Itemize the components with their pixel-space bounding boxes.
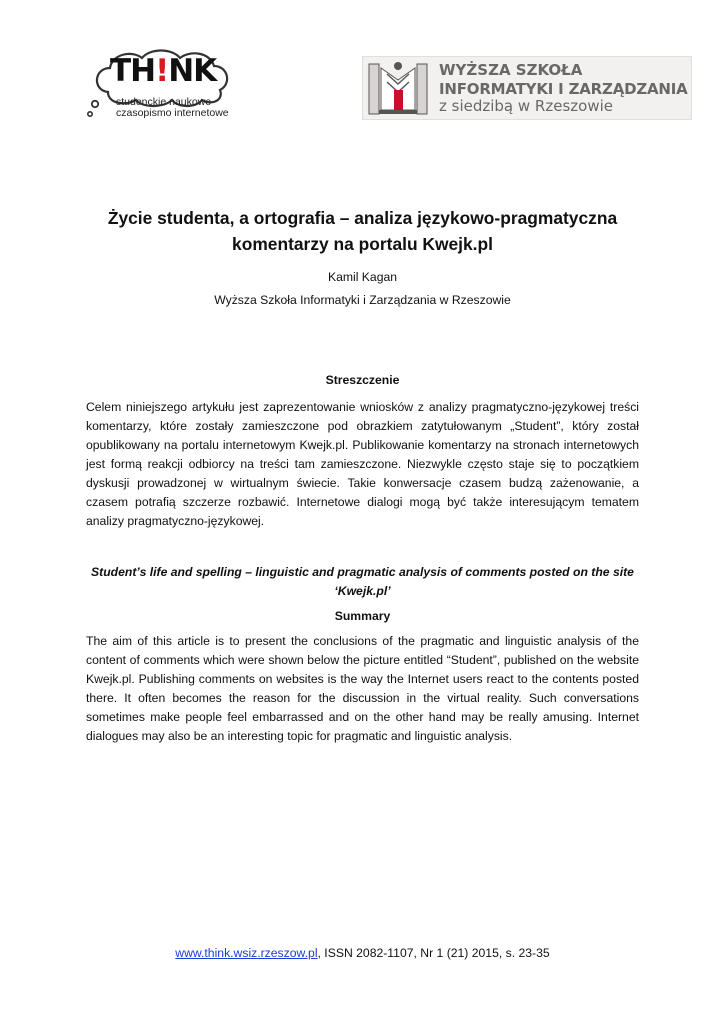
abstract-pl-heading: Streszczenie: [325, 373, 400, 387]
abstract-pl-text: Celem niniejszego artykułu jest zaprezentowanie wniosków z analizy pragmatyczno-językowej treści komentarzy, które zostały zamieszczone pod obrazkiem zatytułowanym „Student”, który został opublikowany na portalu internetowym Kwejk.pl. Publikowanie komentarzy na stronach internetowych jest formą reakcji odbiorcy na treści tam zamieszczone. Niezwykle często staje się to początkiem dyskusji prowadzonej w wirtualnym świecie. Takie konwersacje czasem budzą zażenowanie, a czasem potrafią szczerze rozbawić. Internetowe dialogi mogą być także interesującym tematem analizy pragmatyczno-językowej.: [86, 400, 639, 528]
wsiz-logo: [362, 56, 692, 120]
think-logo: [86, 46, 246, 120]
university-emblem-icon: [367, 60, 429, 116]
article-title-line2: komentarzy na portalu Kwejk.pl: [232, 234, 493, 254]
author-affiliation: Wyższa Szkoła Informatyki i Zarządzania w Rzeszowie: [214, 293, 511, 307]
english-title-line2: ‘Kwejk.pl’: [334, 584, 391, 598]
english-title: [86, 563, 639, 601]
english-title-line1: Student’s life and spelling – linguistic and pragmatic analysis of comments posted on the site: [91, 565, 634, 579]
abstract-en-heading: Summary: [334, 609, 391, 623]
article-title-line1: Życie studenta, a ortografia – analiza językowo-pragmatyczna: [107, 208, 618, 228]
page-footer: [86, 946, 639, 960]
author-name: Kamil Kagan: [327, 270, 398, 284]
journal-website-link[interactable]: www.think.wsiz.rzeszow.pl: [175, 946, 318, 960]
wsiz-name-line1: WYŻSZA SZKOŁA: [439, 61, 583, 79]
wsiz-name-line2: INFORMATYKI I ZARZĄDZANIA: [439, 80, 688, 98]
article-title: [86, 205, 639, 257]
footer-citation: , ISSN 2082-1107, Nr 1 (21) 2015, s. 23-35: [317, 946, 550, 960]
wsiz-name-line3: z siedzibą w Rzeszowie: [439, 97, 613, 115]
abstract-en-text: The aim of this article is to present the conclusions of the pragmatic and linguistic analysis of the content of comments which were shown below the picture entitled “Student”, published on the website Kwejk.pl. Publishing comments on websites is the way the Internet users react to the contents posted there. It often becomes the reason for the discussion in the virtual reality. Such conversations sometimes make people feel embarrassed and on the other hand may be really amusing. Internet dialogues may also be an interesting topic for pragmatic and linguistic analysis.: [86, 634, 639, 743]
think-wordmark: TH!NK: [110, 53, 217, 89]
think-tagline-2: czasopismo internetowe: [116, 107, 229, 119]
think-tagline-1: studenckie naukowe: [116, 96, 212, 108]
